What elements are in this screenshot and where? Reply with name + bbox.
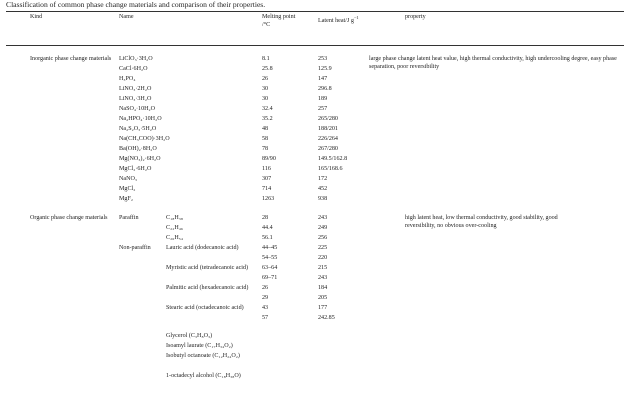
inorganic-melting-point: 30 (262, 96, 269, 102)
other-organic-name: Isobutyl octanoate (C₁₂H₂₄O₂) (166, 353, 240, 359)
nonparaffin-name: Lauric acid (dodecanoic acid) (166, 245, 239, 251)
inorganic-latent-heat: 149.5/162.8 (318, 156, 348, 162)
paraffin-melting-point: 56.1 (262, 235, 273, 241)
nonparaffin-melting-point: 26 (262, 285, 269, 291)
inorganic-name: Mg(NO₃)₂·6H₂O (119, 156, 161, 162)
nonparaffin-latent-heat: 220 (318, 255, 328, 261)
nonparaffin-melting-point: 29 (262, 295, 269, 301)
inorganic-latent-heat: 296.8 (318, 86, 332, 92)
header-rule (6, 45, 624, 46)
paraffin-name: C₂₆H₅₄ (166, 235, 183, 241)
inorganic-melting-point: 1263 (262, 196, 275, 202)
inorganic-melting-point: 30 (262, 86, 269, 92)
header-melting (262, 14, 295, 29)
nonparaffin-melting-point: 43 (262, 305, 269, 311)
inorganic-latent-heat: 147 (318, 76, 328, 82)
inorganic-melting-point: 78 (262, 146, 269, 152)
nonparaffin-melting-point: 54–55 (262, 255, 278, 261)
nonparaffin-latent-heat: 225 (318, 245, 328, 251)
inorganic-melting-point: 8.1 (262, 56, 270, 62)
kind-inorganic: Inorganic phase change materials (30, 56, 112, 62)
header-melting-label: Melting point (262, 14, 296, 20)
paraffin-latent-heat: 256 (318, 235, 328, 241)
nonparaffin-name: Palmitic acid (hexadecanoic acid) (166, 285, 249, 291)
inorganic-latent-heat: 452 (318, 186, 328, 192)
inorganic-latent-heat: 165/168.6 (318, 166, 343, 172)
inorganic-name: NaSO₄·10H₂O (119, 106, 156, 112)
other-organic-name: Glycerol (C₃H₈O₃) (166, 333, 213, 339)
nonparaffin-melting-point: 57 (262, 315, 269, 321)
inorganic-name: LiClO₃·3H₂O (119, 56, 153, 62)
paraffin-melting-point: 44.4 (262, 225, 273, 231)
inorganic-name: MgCl₂·6H₂O (119, 166, 152, 172)
inorganic-latent-heat: 172 (318, 176, 328, 182)
property-organic: high latent heat, low thermal conductivity, good stability, good reversibility, no obvious over-cooling (405, 215, 558, 229)
inorganic-melting-point: 48 (262, 126, 269, 132)
paraffin-name: C₂₂H₄₆ (166, 225, 183, 231)
nonparaffin-latent-heat: 215 (318, 265, 328, 271)
inorganic-name: NaNO₃ (119, 176, 138, 182)
inorganic-melting-point: 26 (262, 76, 269, 82)
inorganic-latent-heat: 265/280 (318, 116, 338, 122)
inorganic-name: MgCl₂ (119, 186, 136, 192)
kind-organic: Organic phase change materials (30, 215, 108, 221)
nonparaffin-melting-point: 44–45 (262, 245, 278, 251)
nonparaffin-latent-heat: 243 (318, 275, 328, 281)
paraffin-latent-heat: 243 (318, 215, 328, 221)
paraffin-melting-point: 28 (262, 215, 269, 221)
inorganic-latent-heat: 938 (318, 196, 328, 202)
paraffin-latent-heat: 249 (318, 225, 328, 231)
inorganic-name: Na₂S₂O₃·5H₂O (119, 126, 157, 132)
property-inorganic: large phase change latent heat value, high thermal conductivity, high undercooling degree, easy phase separation, poor reversibility (369, 56, 617, 70)
inorganic-name: Na₂HPO₄·10H₂O (119, 116, 162, 122)
nonparaffin-melting-point: 69–71 (262, 275, 278, 281)
inorganic-melting-point: 25.8 (262, 66, 273, 72)
nonparaffin-latent-heat: 177 (318, 305, 328, 311)
header-name: Name (119, 14, 134, 20)
top-rule (6, 11, 624, 12)
header-latent (318, 14, 359, 26)
table-caption: Classification of common phase change materials and comparison of their properties. (6, 0, 266, 9)
inorganic-name: CaCl·6H₂O (119, 66, 148, 72)
header-property: property (405, 14, 426, 20)
header-kind: Kind (30, 14, 43, 20)
header-latent-sup: −1 (353, 15, 359, 20)
inorganic-name: H₃PO₄ (119, 76, 136, 82)
inorganic-melting-point: 307 (262, 176, 272, 182)
inorganic-melting-point: 58 (262, 136, 269, 142)
inorganic-melting-point: 35.2 (262, 116, 273, 122)
paraffin-name: C₁₈H₃₈ (166, 215, 183, 221)
nonparaffin-name: Stearic acid (octadecanoic acid) (166, 305, 244, 311)
inorganic-latent-heat: 253 (318, 56, 328, 62)
nonparaffin-melting-point: 63–64 (262, 265, 278, 271)
nonparaffin-latent-heat: 242.85 (318, 315, 335, 321)
inorganic-latent-heat: 188/201 (318, 126, 338, 132)
inorganic-melting-point: 89/90 (262, 156, 276, 162)
nonparaffin-name: Myristic acid (tetradecanoic acid) (166, 265, 249, 271)
other-organic-name: Isoamyl laurate (C₁₇H₃₄O₂) (166, 343, 233, 349)
inorganic-latent-heat: 125.9 (318, 66, 332, 72)
nonparaffin-latent-heat: 205 (318, 295, 328, 301)
inorganic-name: MgF₂ (119, 196, 133, 202)
inorganic-melting-point: 32.4 (262, 106, 273, 112)
inorganic-latent-heat: 189 (318, 96, 328, 102)
inorganic-name: Ba(OH)₂·8H₂O (119, 146, 157, 152)
inorganic-name: LiNO₃·3H₂O (119, 96, 152, 102)
inorganic-latent-heat: 257 (318, 106, 328, 112)
other-organic-name: 1-octadecyl alcohol (C₁₈H₃₈O) (166, 373, 241, 379)
inorganic-name: Na(CH₃COO)·3H₂O (119, 136, 170, 142)
inorganic-latent-heat: 267/280 (318, 146, 338, 152)
header-melting-unit: /°C (262, 21, 271, 28)
nonparaffin-latent-heat: 184 (318, 285, 328, 291)
inorganic-melting-point: 116 (262, 166, 271, 172)
inorganic-latent-heat: 226/264 (318, 136, 338, 142)
paraffin-label: Paraffin (119, 215, 139, 221)
inorganic-name: LiNO₃·2H₂O (119, 86, 152, 92)
inorganic-melting-point: 714 (262, 186, 272, 192)
nonparaffin-label: Non-paraffin (119, 245, 151, 251)
header-latent-label: Latent heat/J g (318, 18, 354, 25)
